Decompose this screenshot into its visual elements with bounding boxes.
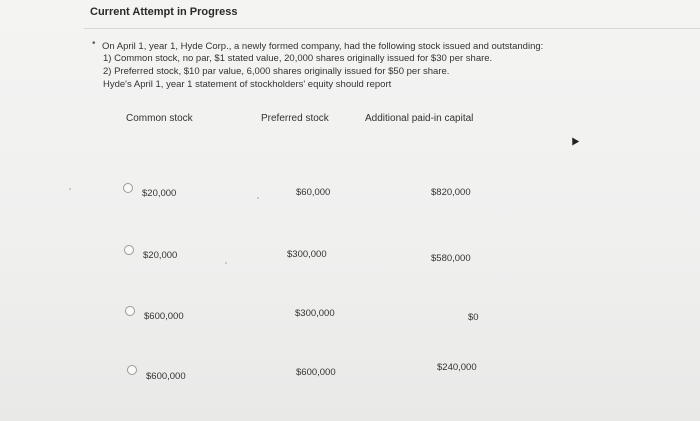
question-line-2: 1) Common stock, no par, $1 stated value, 20,000 shares originally issued for $30 per share. <box>103 53 493 64</box>
column-header-apic: Additional paid-in capital <box>365 113 474 124</box>
option-2-radio[interactable] <box>124 245 134 255</box>
speck <box>257 197 259 199</box>
option-1-common: $20,000 <box>142 188 177 199</box>
speck <box>225 262 227 264</box>
option-3-preferred: $300,000 <box>295 308 335 319</box>
page-title: Current Attempt in Progress <box>90 6 238 18</box>
option-2-apic: $580,000 <box>431 253 471 264</box>
question-line-1: On April 1, year 1, Hyde Corp., a newly formed company, had the following stock issued and outstanding: <box>102 41 544 52</box>
option-4-preferred: $600,000 <box>296 367 336 378</box>
option-4-common: $600,000 <box>146 371 186 382</box>
option-1-radio[interactable] <box>123 183 133 193</box>
option-1-preferred: $60,000 <box>296 187 331 198</box>
option-3-common: $600,000 <box>144 311 184 322</box>
option-1-apic: $820,000 <box>431 187 471 198</box>
mouse-cursor-icon <box>569 135 579 145</box>
option-2-common: $20,000 <box>143 250 178 261</box>
speck <box>69 188 71 190</box>
option-3-radio[interactable] <box>125 306 135 316</box>
question-line-3: 2) Preferred stock, $10 par value, 6,000 shares originally issued for $50 per share. <box>103 66 450 77</box>
option-4-radio[interactable] <box>127 365 137 375</box>
option-3-apic: $0 <box>468 312 479 323</box>
header-divider <box>84 28 700 29</box>
column-header-common-stock: Common stock <box>126 113 193 124</box>
bullet-icon: • <box>92 38 96 49</box>
question-line-4: Hyde's April 1, year 1 statement of stockholders' equity should report <box>103 79 392 90</box>
option-2-preferred: $300,000 <box>287 249 327 260</box>
column-header-preferred-stock: Preferred stock <box>261 113 329 124</box>
option-4-apic: $240,000 <box>437 362 477 373</box>
